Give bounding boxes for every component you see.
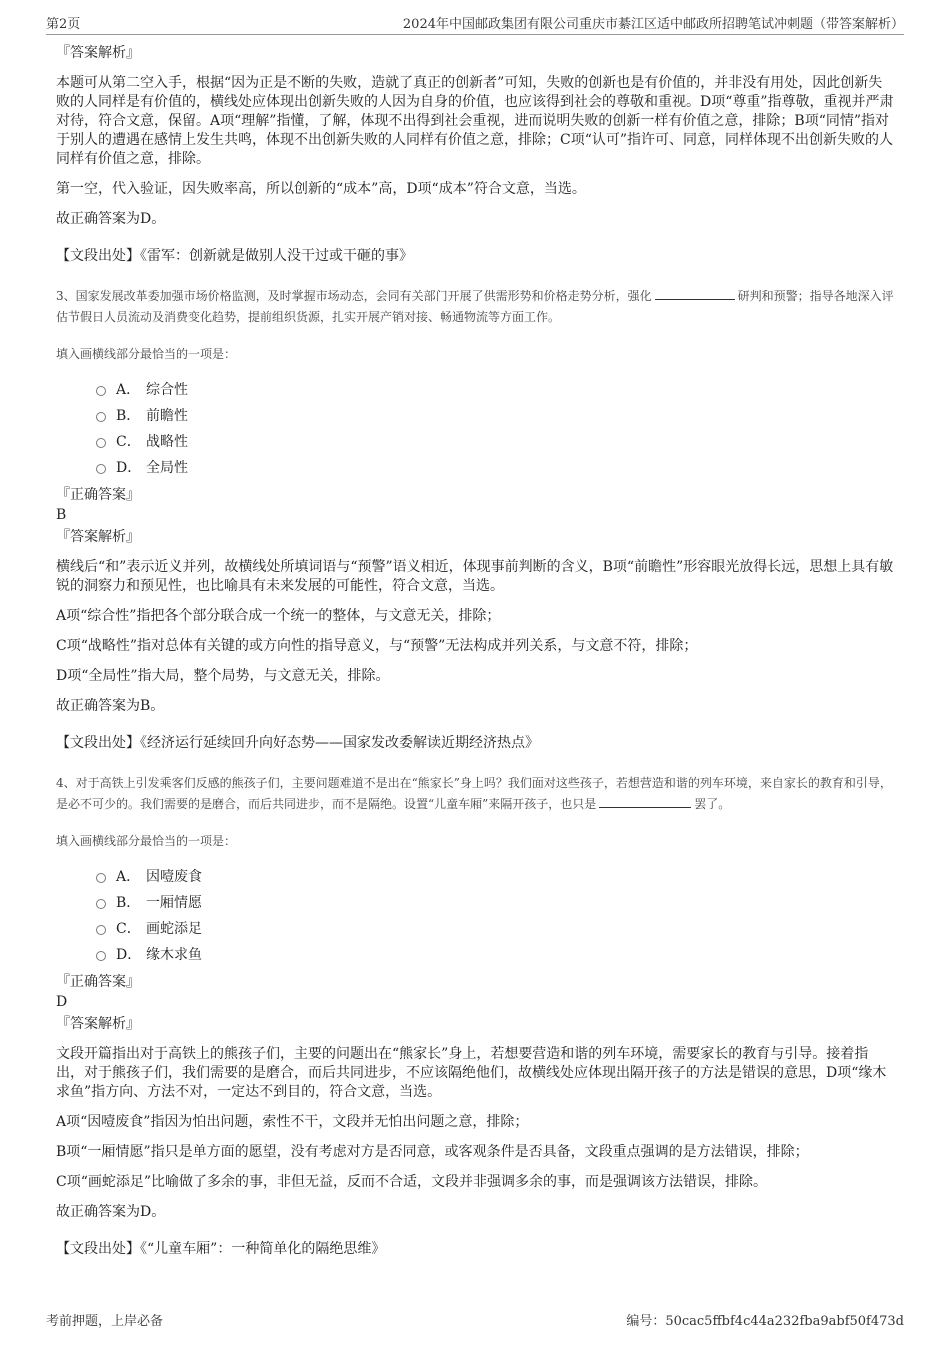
radio-icon[interactable] xyxy=(96,899,106,909)
radio-icon[interactable] xyxy=(96,386,106,396)
main-content xyxy=(56,42,896,1259)
document-id: 编号：50cac5ffbf4c44a232fba9abf50f473d xyxy=(626,1314,904,1329)
question-3-text: 3、国家发展改革委加强市场价格监测，及时掌握市场动态，会同有关部门开展了供需形势和价格走势分析，强化 研判和预警；指导各地深入评估节假日人员流动及消费变化趋势，提前组织货源，扎实开展产销对接、畅通物流等方面工作。 xyxy=(56,289,894,324)
analysis-paragraph: 故正确答案为B。 xyxy=(56,698,165,714)
question-4-options xyxy=(96,863,896,967)
option-c[interactable]: C． 战略性 xyxy=(96,428,896,454)
radio-icon[interactable] xyxy=(96,464,106,474)
option-a[interactable]: A． 因噎废食 xyxy=(96,863,896,889)
analysis-paragraph: A项“因噎废食”指因为怕出问题，索性不干，文段并无怕出问题之意，排除； xyxy=(56,1114,529,1130)
source-citation: 【文段出处】《经济运行延续回升向好态势——国家发改委解读近期经济热点》 xyxy=(56,735,539,751)
question-4-text: 4、对于高铁上引发乘客们反感的熊孩子们，主要问题难道不是出在“熊家长”身上吗？我们面对这些孩子，若想营造和谐的列车环境，来自家长的教育和引导，是必不可少的。我们需要的是磨合，而后共同进步，而不是隔绝。设置“儿童车厢”来隔开孩子，也只是 罢了。 xyxy=(56,776,892,811)
analysis-paragraph: B项“一厢情愿”指只是单方面的愿望，没有考虑对方是否同意，或客观条件是否具备，文段重点强调的是方法错误，排除； xyxy=(56,1144,809,1160)
analysis-paragraph: 第一空，代入验证，因失败率高，所以创新的“成本”高，D项“成本”符合文意，当选。 xyxy=(56,181,586,197)
fill-blank xyxy=(599,796,691,808)
page-header xyxy=(46,12,904,35)
analysis-tag: 『答案解析』 xyxy=(56,1016,140,1032)
answer-tag: 『正确答案』 xyxy=(56,487,140,503)
option-c[interactable]: C． 画蛇添足 xyxy=(96,915,896,941)
option-a[interactable]: A． 综合性 xyxy=(96,376,896,402)
document-title: 2024年中国邮政集团有限公司重庆市綦江区适中邮政所招聘笔试冲刺题（带答案解析） xyxy=(402,17,904,32)
radio-icon[interactable] xyxy=(96,412,106,422)
source-citation: 【文段出处】《“儿童车厢”：一种简单化的隔绝思维》 xyxy=(56,1241,386,1257)
question-4-prompt: 填入画横线部分最恰当的一项是： xyxy=(56,834,237,848)
question-3-prompt: 填入画横线部分最恰当的一项是： xyxy=(56,347,237,361)
analysis-tag: 『答案解析』 xyxy=(56,529,140,545)
analysis-paragraph: C项“画蛇添足”比喻做了多余的事，非但无益，反而不合适，文段并非强调多余的事，而是强调该方法错误，排除。 xyxy=(56,1174,768,1190)
option-d[interactable]: D． 缘木求鱼 xyxy=(96,941,896,967)
source-citation: 【文段出处】《雷军：创新就是做别人没干过或干砸的事》 xyxy=(56,248,413,264)
fill-blank xyxy=(655,288,735,300)
option-d[interactable]: D． 全局性 xyxy=(96,454,896,480)
option-b[interactable]: B． 前瞻性 xyxy=(96,402,896,428)
analysis-paragraph: 本题可从第二空入手，根据“因为正是不断的失败，造就了真正的创新者”可知，失败的创新也是有价值的，并非没有用处，因此创新失败的人同样是有价值的，横线处应体现出创新失败的人因为自身的价值，也应该得到社会的尊敬和重视。D项“尊重”指尊敬，重视并严肃对待，符合文意，保留。A项“理解”指懂，了解，体现不出得到社会重视，进而说明失败的创新一样有价值之意，排除；B项“同情”指对于别人的遭遇在感情上发生共鸣，体现不出创新失败的人同样有价值之意，排除；C项“认可”指许可、同意，同样体现不出创新失败的人同样有价值之意，排除。 xyxy=(56,75,894,167)
analysis-paragraph: 横线后“和”表示近义并列，故横线处所填词语与“预警”语义相近，体现事前判断的含义，B项“前瞻性”形容眼光放得长远，思想上具有敏锐的洞察力和预见性，也比喻具有未来发展的可能性，符合文意，当选。 xyxy=(56,559,894,594)
analysis-tag: 『答案解析』 xyxy=(56,45,140,61)
analysis-paragraph: D项“全局性”指大局，整个局势，与文意无关，排除。 xyxy=(56,668,390,684)
radio-icon[interactable] xyxy=(96,925,106,935)
page-number: 第2页 xyxy=(46,17,81,32)
analysis-paragraph: 故正确答案为D。 xyxy=(56,211,166,227)
footer-slogan: 考前押题，上岸必备 xyxy=(46,1314,164,1329)
radio-icon[interactable] xyxy=(96,438,106,448)
analysis-paragraph: 文段开篇指出对于高铁上的熊孩子们，主要的问题出在“熊家长”身上，若想要营造和谐的列车环境，需要家长的教育与引导。接着指出，对于熊孩子们，我们需要的是磨合，而后共同进步，不应该隔绝他们，故横线处应体现出隔开孩子的方法是错误的意思，D项“缘木求鱼”指方向、方法不对，一定达不到目的，符合文意，当选。 xyxy=(56,1046,887,1100)
question-3-options xyxy=(96,376,896,480)
analysis-paragraph: C项“战略性”指对总体有关键的或方向性的指导意义，与“预警”无法构成并列关系，与文意不符，排除； xyxy=(56,638,698,654)
option-b[interactable]: B． 一厢情愿 xyxy=(96,889,896,915)
correct-answer: B xyxy=(56,507,67,523)
analysis-paragraph: 故正确答案为D。 xyxy=(56,1204,166,1220)
analysis-paragraph: A项“综合性”指把各个部分联合成一个统一的整体，与文意无关，排除； xyxy=(56,608,501,624)
correct-answer: D xyxy=(56,994,68,1010)
radio-icon[interactable] xyxy=(96,873,106,883)
answer-tag: 『正确答案』 xyxy=(56,974,140,990)
radio-icon[interactable] xyxy=(96,951,106,961)
